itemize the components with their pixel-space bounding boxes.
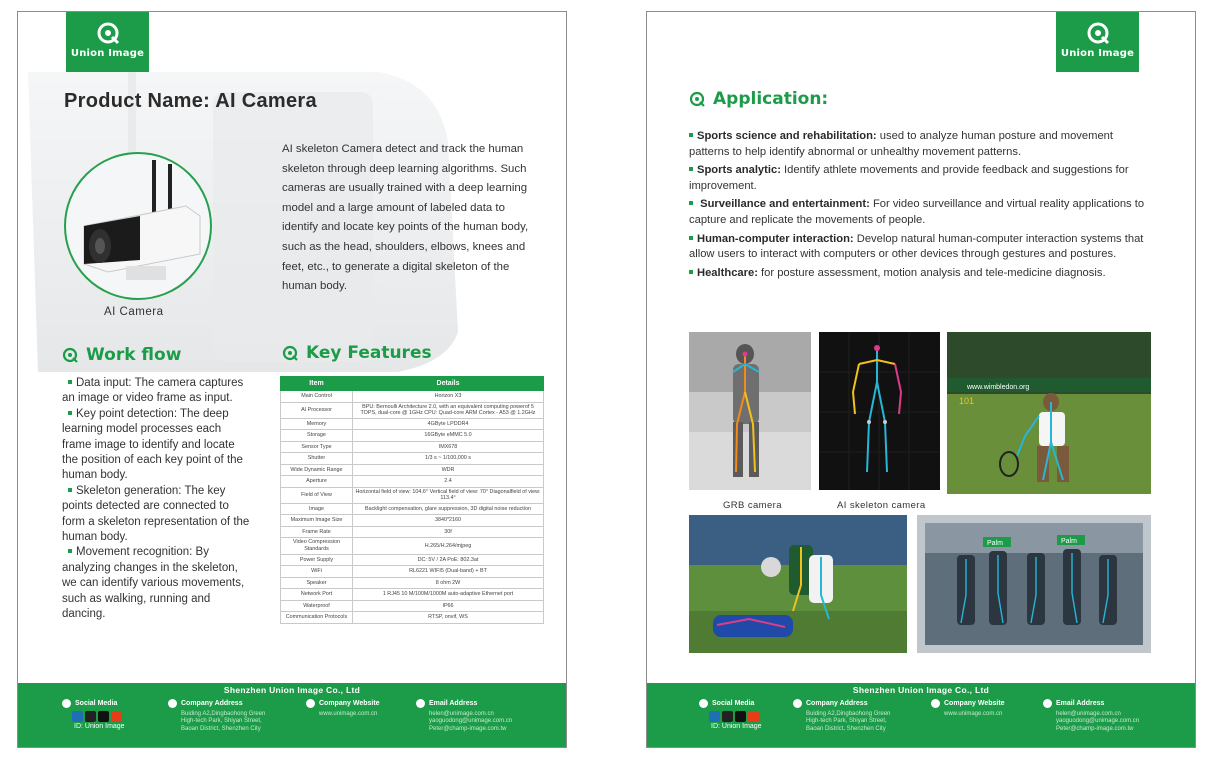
item-cell: Speaker bbox=[281, 577, 353, 589]
email-link[interactable]: Peter@champ-image.com.tw bbox=[1056, 725, 1134, 732]
bullet-icon bbox=[689, 201, 693, 205]
details-cell: 2.4 bbox=[353, 476, 544, 488]
product-title: Product Name: AI Camera bbox=[64, 90, 317, 112]
table-row bbox=[281, 538, 544, 554]
play-icon bbox=[699, 699, 708, 708]
item-cell: Communication Protocols bbox=[281, 612, 353, 624]
footer-social: Social Media ID: Union Image bbox=[62, 699, 125, 730]
application-item: Healthcare: for posture assessment, motion analysis and tele-medicine diagnosis. bbox=[689, 266, 1149, 282]
workflow-item: Key point detection: The deep learning model processes each frame image to identify and locate the position of each key point of the human body. bbox=[62, 407, 243, 482]
email-link[interactable]: helen@unimage.com.cn bbox=[429, 711, 494, 717]
table-row bbox=[281, 391, 544, 403]
details-cell: DC: 5V / 2A PoE: 802.3at bbox=[353, 554, 544, 566]
workflow-item: Skeleton generation: The key points detected are connected to form a skeleton representation of the human body. bbox=[62, 484, 250, 544]
bullet-icon bbox=[689, 270, 693, 274]
details-cell: Horizon X3 bbox=[353, 391, 544, 403]
workflow-heading bbox=[62, 345, 181, 365]
application-list bbox=[689, 129, 1149, 284]
brochure-page-2 bbox=[646, 11, 1196, 748]
item-cell: Shutter bbox=[281, 453, 353, 465]
footer-company-name: Shenzhen Union Image Co., Ltd bbox=[852, 685, 990, 695]
email-link[interactable]: yaoguodong@unimage.com.cn bbox=[429, 718, 513, 725]
tennis-photo bbox=[947, 332, 1151, 494]
social-id: ID: Union Image bbox=[711, 723, 762, 730]
section-logo-icon bbox=[282, 345, 298, 361]
footer-email: Email Address helen@unimage.com.cn yaoguodong@unimage.com.cn Peter@champ-image.com.tw bbox=[1043, 699, 1139, 733]
application-item: Human-computer interaction: Develop natural human-computer interaction systems that allow users to interact with computers or other devices through gestures and postures. bbox=[689, 232, 1144, 261]
application-item: Sports science and rehabilitation: used to analyze human posture and movement patterns to help identify abnormal or unhealthy movement patterns. bbox=[689, 130, 1113, 158]
camera-caption: AI Camera bbox=[104, 306, 164, 318]
table-row bbox=[281, 430, 544, 442]
play-icon bbox=[62, 699, 71, 708]
linkedin-icon[interactable] bbox=[709, 711, 720, 722]
details-cell: 30f bbox=[353, 526, 544, 538]
email-link[interactable]: yaoguodong@unimage.com.cn bbox=[1056, 718, 1140, 725]
skeleton-camera-image bbox=[819, 332, 940, 490]
tiktok-icon[interactable] bbox=[735, 711, 746, 722]
table-row bbox=[281, 515, 544, 527]
details-cell: 1/3 s ~ 1/100,000 s bbox=[353, 453, 544, 465]
item-cell: WiFi bbox=[281, 566, 353, 578]
rgb-camera-photo bbox=[689, 332, 811, 490]
details-cell: 8 ohm 2W bbox=[353, 577, 544, 589]
item-cell: Storage bbox=[281, 430, 353, 442]
brand-logo bbox=[66, 12, 149, 72]
section-logo-icon bbox=[62, 347, 78, 363]
footer-website: Company Website www.unimage.com.cn bbox=[306, 699, 380, 718]
email-link[interactable]: Peter@champ-image.com.tw bbox=[429, 725, 507, 732]
table-row bbox=[281, 476, 544, 488]
footer bbox=[18, 683, 566, 747]
bullet-icon bbox=[68, 380, 72, 384]
details-cell: 16GByte eMMC 5.0 bbox=[353, 430, 544, 442]
details-cell: H.265/H.264/mjpeg bbox=[353, 538, 544, 554]
logo-text: Union Image bbox=[70, 48, 145, 59]
x-icon[interactable] bbox=[85, 711, 96, 722]
bullet-icon bbox=[689, 167, 693, 171]
youtube-icon[interactable] bbox=[111, 711, 122, 722]
table-row bbox=[281, 418, 544, 430]
skeleton-camera-caption: AI skeleton camera bbox=[837, 500, 926, 511]
rgb-camera-caption: GRB camera bbox=[723, 500, 782, 511]
table-row bbox=[281, 503, 544, 515]
youtube-icon[interactable] bbox=[748, 711, 759, 722]
football-photo bbox=[689, 515, 907, 653]
item-cell: Wide Dynamic Range bbox=[281, 464, 353, 476]
table-row bbox=[281, 600, 544, 612]
scoreboard-text: www.wimbledon.org bbox=[967, 384, 1030, 391]
details-cell: 1 RJ45 10 M/100M/1000M auto-adaptive Ethernet port bbox=[353, 589, 544, 601]
item-cell: Aperture bbox=[281, 476, 353, 488]
website-link[interactable]: www.unimage.com.cn bbox=[944, 711, 1003, 717]
item-cell: Field of View bbox=[281, 487, 353, 503]
details-cell: WDR bbox=[353, 464, 544, 476]
brand-logo bbox=[1056, 12, 1139, 72]
application-heading bbox=[689, 89, 828, 109]
item-cell: Power Supply bbox=[281, 554, 353, 566]
footer-address: Company Address Buiding A2,Dingbaohong Green High-tech Park, Shiyan Street, Baoan District, Shenzhen City bbox=[168, 699, 265, 733]
workflow-title: Work flow bbox=[86, 345, 182, 365]
location-icon bbox=[793, 699, 802, 708]
logo-icon bbox=[96, 21, 120, 45]
footer-email: Email Address helen@unimage.com.cn yaoguodong@unimage.com.cn Peter@champ-image.com.tw bbox=[416, 699, 512, 733]
palm-recognition-photo bbox=[917, 515, 1151, 653]
email-icon bbox=[1043, 699, 1052, 708]
application-item: Sports analytic: Identify athlete movements and provide feedback and suggestions for improvement. bbox=[689, 164, 1129, 192]
intro-paragraph: AI skeleton Camera detect and track the human skeleton through deep learning algorithms. Such cameras are usually trained with a deep learning model and a large amount of labeled data to identify and locate key points of the human body, such as the head, shoulders, elbows, knees and feet, etc., to generate a digital skeleton of the human body. bbox=[282, 143, 529, 293]
globe-icon bbox=[931, 699, 940, 708]
bullet-icon bbox=[68, 488, 72, 492]
table-row bbox=[281, 612, 544, 624]
social-id: ID: Union Image bbox=[74, 723, 125, 730]
brochure-page-1 bbox=[17, 11, 567, 748]
key-features-table bbox=[280, 376, 544, 624]
details-cell: RTSP, onvif, WS bbox=[353, 612, 544, 624]
table-row bbox=[281, 577, 544, 589]
footer bbox=[647, 683, 1195, 747]
item-cell: AI Processor bbox=[281, 402, 353, 418]
item-cell: Image bbox=[281, 503, 353, 515]
email-icon bbox=[416, 699, 425, 708]
column-header: Details bbox=[353, 377, 544, 391]
item-cell: Main Control bbox=[281, 391, 353, 403]
column-header: Item bbox=[281, 377, 353, 391]
details-cell: 4GByte LPDDR4 bbox=[353, 418, 544, 430]
table-body bbox=[281, 391, 544, 624]
item-cell: Sensor Type bbox=[281, 441, 353, 453]
key-features-heading bbox=[282, 343, 432, 363]
item-cell: Network Port bbox=[281, 589, 353, 601]
table-header-row bbox=[281, 377, 544, 391]
website-link[interactable]: www.unimage.com.cn bbox=[319, 711, 378, 717]
item-cell: Frame Rate bbox=[281, 526, 353, 538]
table-row bbox=[281, 487, 544, 503]
item-cell: Memory bbox=[281, 418, 353, 430]
table-row bbox=[281, 453, 544, 465]
footer-social: Social Media ID: Union Image bbox=[699, 699, 762, 730]
logo-text: Union Image bbox=[1060, 48, 1135, 59]
key-features-title: Key Features bbox=[306, 343, 432, 363]
palm-label: Palm bbox=[1061, 538, 1077, 545]
details-cell: IP66 bbox=[353, 600, 544, 612]
application-item: Surveillance and entertainment: For video surveillance and virtual reality applications to capture and replicate the movements of people. bbox=[689, 198, 1145, 226]
table-row bbox=[281, 402, 544, 418]
application-title: Application: bbox=[713, 89, 829, 109]
item-cell: Waterproof bbox=[281, 600, 353, 612]
score-number: 101 bbox=[959, 396, 975, 406]
table-row bbox=[281, 526, 544, 538]
details-cell: RL6221 WIFI5 (Dual-band) + BT bbox=[353, 566, 544, 578]
item-cell: Video Compression Standards bbox=[281, 538, 353, 554]
table-row bbox=[281, 464, 544, 476]
logo-icon bbox=[1086, 21, 1110, 45]
camera-photo bbox=[64, 152, 212, 300]
table-row bbox=[281, 566, 544, 578]
table-row bbox=[281, 441, 544, 453]
section-logo-icon bbox=[689, 91, 705, 107]
email-link[interactable]: helen@unimage.com.cn bbox=[1056, 711, 1121, 717]
details-cell: IMX678 bbox=[353, 441, 544, 453]
footer-company-name: Shenzhen Union Image Co., Ltd bbox=[223, 685, 361, 695]
palm-label: Palm bbox=[987, 540, 1003, 547]
workflow-item: Data input: The camera captures an image or video frame as input. bbox=[62, 377, 244, 405]
bullet-icon bbox=[689, 236, 693, 240]
bullet-icon bbox=[689, 133, 693, 137]
footer-website: Company Website www.unimage.com.cn bbox=[931, 699, 1005, 718]
globe-icon bbox=[306, 699, 315, 708]
location-icon bbox=[168, 699, 177, 708]
tiktok-icon[interactable] bbox=[98, 711, 109, 722]
table-row bbox=[281, 554, 544, 566]
x-icon[interactable] bbox=[722, 711, 733, 722]
workflow-item: Movement recognition: By analyzing changes in the skeleton, we can identify various movements, such as walking, running and dancing. bbox=[62, 546, 245, 621]
linkedin-icon[interactable] bbox=[72, 711, 83, 722]
table-row bbox=[281, 589, 544, 601]
details-cell: Horizontal field of view: 104.6° Vertical field of view: 70° Diagonalfield of view: 113.4° bbox=[353, 487, 544, 503]
details-cell: Backlight compensation, glare suppression, 3D digital noise reduction bbox=[353, 503, 544, 515]
footer-address: Company Address Buiding A2,Dingbaohong Green High-tech Park, Shiyan Street, Baoan District, Shenzhen City bbox=[793, 699, 890, 733]
bullet-icon bbox=[68, 549, 72, 553]
bullet-icon bbox=[68, 411, 72, 415]
workflow-list bbox=[62, 376, 252, 623]
details-cell: 3840*2160 bbox=[353, 515, 544, 527]
item-cell: Maximum Image Size bbox=[281, 515, 353, 527]
details-cell: BPU: Bernoulli Architecture 2.0, with an equivalent computing powerof 5 TOPS, dual-core @ 1GHz CPU: Quad-core ARM Cortex - A53 @ 1.2GHz bbox=[353, 402, 544, 418]
